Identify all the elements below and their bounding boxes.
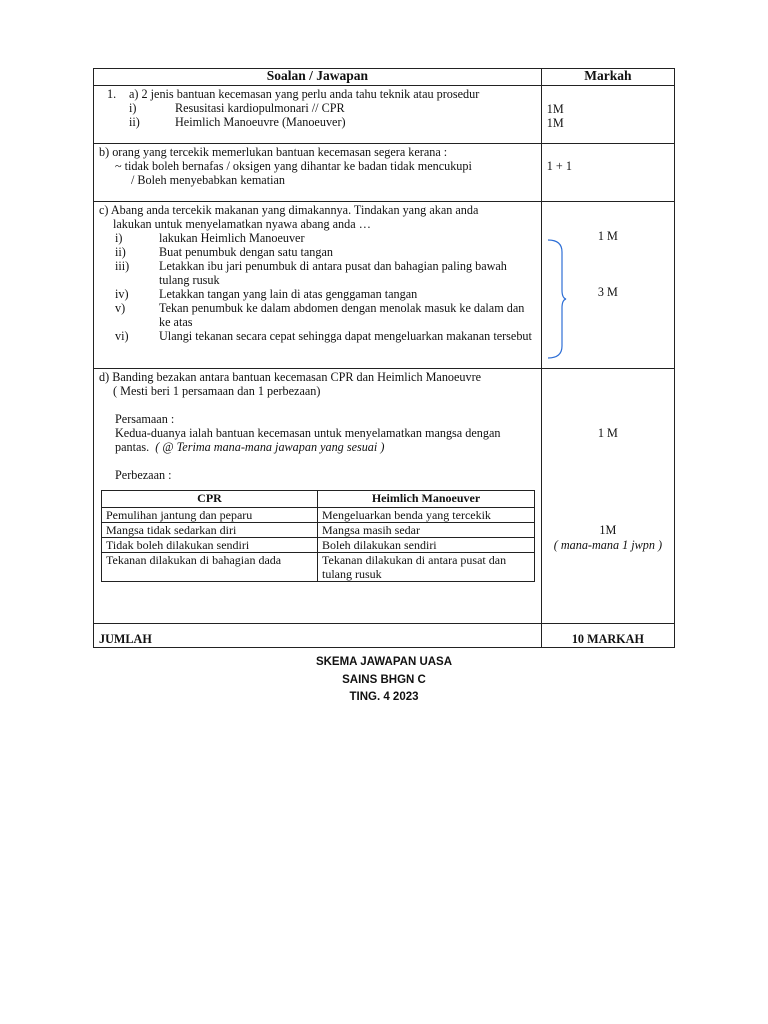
q1c-item-num: ii) — [115, 245, 126, 259]
q1d-line1: d) Banding bezakan antara bantuan kecemasan CPR dan Heimlich Manoeuvre — [99, 370, 482, 384]
footer-form: TING. 4 2023 — [349, 691, 419, 703]
table-cell: Tekanan dilakukan di antara pusat dan tulang rusuk — [318, 553, 535, 582]
curly-bracket-icon — [546, 238, 568, 360]
q1c-item-num: vi) — [115, 329, 129, 343]
q1b-line2: ~ tidak boleh bernafas / oksigen yang dihantar ke badan tidak mencukupi — [115, 159, 472, 173]
q1c-item-text: Buat penumbuk dengan satu tangan — [159, 245, 333, 259]
table-cell: Pemulihan jantung dan peparu — [102, 508, 318, 523]
comparison-table — [101, 490, 535, 582]
q1c-line1: c) Abang anda tercekik makanan yang dimakannya. Tindakan yang akan anda — [99, 203, 479, 217]
q1c-mark-2: 3 M — [597, 285, 618, 299]
row-q1a — [94, 86, 675, 144]
q1c-item-text: Ulangi tekanan secara cepat sehingga dapat mengeluarkan makanan tersebut — [159, 329, 532, 343]
q1c-item-text: Letakkan ibu jari penumbuk di antara pusat dan bahagian paling bawah tulang rusuk — [159, 259, 507, 287]
q1c-item-text: lakukan Heimlich Manoeuver — [159, 231, 305, 245]
footer — [0, 654, 768, 707]
q1d-mark-2: 1M — [599, 523, 617, 537]
total-label: JUMLAH — [99, 632, 152, 646]
row-total — [94, 624, 675, 648]
q1a-title: a) 2 jenis bantuan kecemasan yang perlu anda tahu teknik atau prosedur — [129, 87, 480, 101]
table-row — [102, 508, 535, 523]
q1d-same-note: ( @ Terima mana-mana jawapan yang sesuai ) — [155, 440, 385, 454]
q1c-item-text: Letakkan tangan yang lain di atas genggaman tangan — [159, 287, 418, 301]
total-marks: 10 MARKAH — [571, 632, 644, 646]
q1b-line1: b) orang yang tercekik memerlukan bantuan kecemasan segera kerana : — [99, 145, 448, 159]
q1d-mark-note: ( mana-mana 1 jwpn ) — [553, 538, 663, 552]
table-cell: Mangsa masih sedar — [318, 523, 535, 538]
row-q1b — [94, 144, 675, 202]
header-marks: Markah — [541, 69, 674, 86]
q1a-item-text: Heimlich Manoeuvre (Manoeuver) — [175, 115, 346, 129]
table-row — [102, 523, 535, 538]
footer-subject: SAINS BHGN C — [342, 673, 426, 686]
q1c-line2: lakukan untuk menyelamatkan nyawa abang anda … — [113, 217, 371, 231]
q1a-item-num: i) — [129, 101, 137, 115]
q1d-mark-1: 1 M — [597, 426, 618, 440]
q1d-same-label: Persamaan : — [115, 412, 175, 426]
table-cell: Mengeluarkan benda yang tercekik — [318, 508, 535, 523]
header-question: Soalan / Jawapan — [94, 69, 542, 86]
q1b-line3: / Boleh menyebabkan kematian — [131, 173, 285, 187]
table-row — [102, 538, 535, 553]
table-cell: Boleh dilakukan sendiri — [318, 538, 535, 553]
q1c-mark-1: 1 M — [597, 229, 618, 243]
row-q1d — [94, 369, 675, 624]
q1a-item-text: Resusitasi kardiopulmonari // CPR — [175, 101, 345, 115]
row-q1c — [94, 202, 675, 369]
table-cell: Tekanan dilakukan di bahagian dada — [102, 553, 318, 582]
table-row — [102, 553, 535, 582]
answer-scheme-table — [93, 68, 675, 648]
q1c-item-num: iv) — [115, 287, 129, 301]
q1b-mark: 1 + 1 — [546, 159, 572, 173]
q1d-same-text: Kedua-duanya ialah bantuan kecemasan untuk menyelamatkan mangsa dengan pantas. — [115, 426, 501, 454]
q1a-mark: 1M — [546, 102, 564, 116]
table-cell: Tidak boleh dilakukan sendiri — [102, 538, 318, 553]
q1a-item-num: ii) — [129, 115, 140, 129]
q1-number: 1. — [107, 87, 117, 101]
q1c-item-num: v) — [115, 301, 126, 315]
q1c-item-num: i) — [115, 231, 123, 245]
q1d-diff-label: Perbezaan : — [115, 468, 172, 482]
comparison-header-heimlich: Heimlich Manoeuver — [318, 491, 535, 508]
q1d-line2: ( Mesti beri 1 persamaan dan 1 perbezaan) — [113, 384, 321, 398]
comparison-header-cpr: CPR — [102, 491, 318, 508]
footer-title: SKEMA JAWAPAN UASA — [315, 656, 453, 668]
q1a-mark: 1M — [546, 116, 564, 130]
q1c-item-text: Tekan penumbuk ke dalam abdomen dengan menolak masuk ke dalam dan ke atas — [159, 301, 525, 329]
q1c-item-num: iii) — [115, 259, 130, 273]
table-cell: Mangsa tidak sedarkan diri — [102, 523, 318, 538]
